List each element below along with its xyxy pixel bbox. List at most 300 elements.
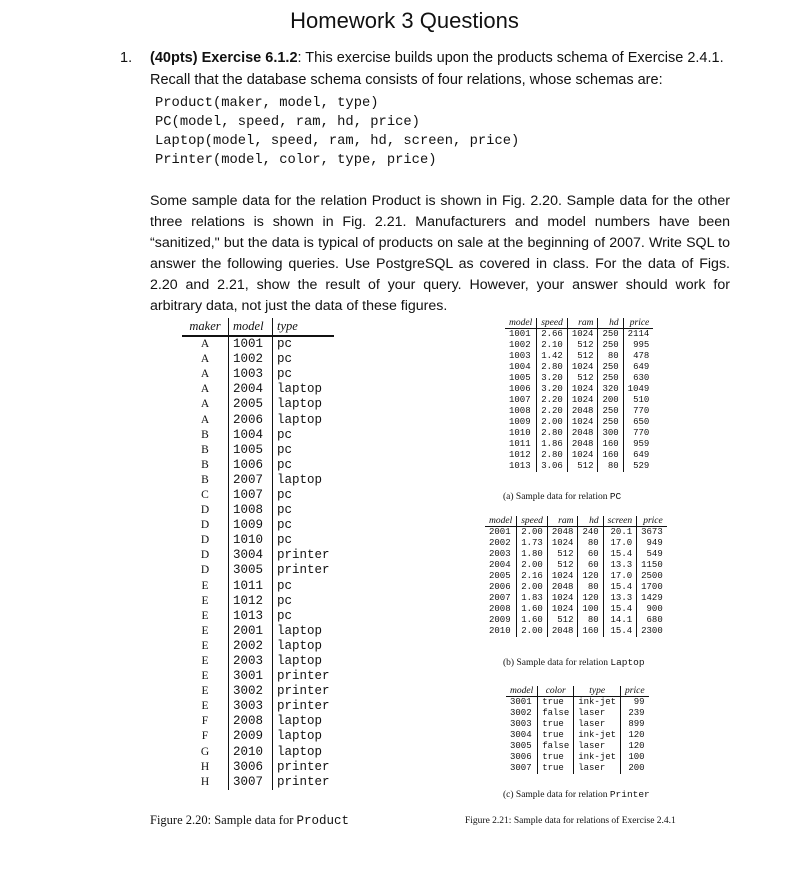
printer-cell-color: true (538, 730, 574, 741)
pc-cell-price: 649 (623, 450, 653, 461)
pc-header-model: model (505, 318, 537, 329)
printer-cell-model: 3005 (510, 741, 532, 751)
product-cell-model: 3007 (229, 775, 273, 790)
laptop-cell-ram: 1024 (547, 604, 578, 615)
laptop-caption (503, 657, 645, 668)
pc-caption-relation: PC (609, 491, 622, 502)
table-row (182, 579, 334, 594)
question-intro-2: Recall that the database schema consists of four relations, whose schemas are: (150, 71, 663, 88)
table-row (182, 654, 334, 669)
pc-cell-hd: 320 (598, 384, 623, 395)
laptop-cell-speed: 1.83 (517, 593, 548, 604)
pc-caption-text: (a) Sample data for relation (503, 492, 610, 502)
table-row (485, 549, 667, 560)
pc-cell-price: 1049 (623, 384, 653, 395)
pc-cell-price: 959 (623, 439, 653, 450)
table-row (182, 609, 334, 624)
laptop-cell-hd: 120 (578, 571, 603, 582)
laptop-cell-speed: 2.00 (517, 527, 548, 539)
product-cell-maker: B (201, 458, 209, 471)
printer-header-color: color (538, 686, 574, 697)
printer-header-model: model (506, 686, 538, 697)
table-row (506, 730, 649, 741)
printer-cell-price: 100 (621, 752, 649, 763)
product-cell-maker: E (201, 624, 209, 637)
product-cell-maker: E (201, 670, 209, 683)
product-cell-model: 2008 (229, 714, 273, 729)
printer-cell-model: 3004 (510, 730, 532, 740)
pc-cell-price: 478 (623, 351, 653, 362)
printer-cell-price: 120 (621, 730, 649, 741)
table-row (485, 604, 667, 615)
product-cell-type: laptop (273, 473, 334, 488)
product-cell-maker: F (201, 730, 209, 743)
pc-cell-ram: 512 (567, 373, 598, 384)
product-cell-maker: D (200, 534, 210, 547)
printer-cell-type: laser (574, 741, 621, 752)
laptop-cell-ram: 512 (547, 549, 578, 560)
product-cell-model: 1007 (229, 488, 273, 503)
table-row (485, 582, 667, 593)
laptop-cell-model: 2005 (489, 571, 511, 581)
table-row (506, 708, 649, 719)
laptop-cell-model: 2002 (489, 538, 511, 548)
pc-cell-speed: 1.86 (537, 439, 568, 450)
product-cell-model: 1006 (229, 458, 273, 473)
pc-cell-speed: 3.06 (537, 461, 568, 472)
pc-cell-ram: 2048 (567, 439, 598, 450)
laptop-cell-ram: 512 (547, 560, 578, 571)
product-cell-type: printer (273, 563, 334, 578)
laptop-cell-speed: 2.00 (517, 560, 548, 571)
pc-cell-speed: 2.00 (537, 417, 568, 428)
laptop-cell-price: 1150 (637, 560, 667, 571)
laptop-cell-ram: 1024 (547, 593, 578, 604)
table-row (506, 763, 649, 774)
printer-cell-model: 3007 (510, 763, 532, 773)
product-cell-model: 2003 (229, 654, 273, 669)
pc-cell-ram: 512 (567, 340, 598, 351)
product-cell-maker: A (200, 398, 210, 411)
question-points: (40pts) Exercise 6.1.2 (150, 50, 298, 66)
laptop-cell-price: 2500 (637, 571, 667, 582)
question-number: 1. (120, 50, 133, 66)
question-paragraph: Some sample data for the relation Product is shown in Fig. 2.20. Sample data for the other three relations is shown in Fig. 2.21. Manufacturers and model numbers have been “sanitized," but the data is typical of products on sale at the beginning of 2007. Write SQL to answer the following queries. Use PostgreSQL as covered in class. For the data of Figs. 2.20 and 2.21, show the result of your query. However, your answer should work for arbitrary data, not just the data of these figures. (150, 193, 730, 314)
pc-cell-speed: 2.80 (537, 362, 568, 373)
printer-table (506, 686, 649, 774)
product-cell-model: 2010 (229, 745, 273, 760)
pc-cell-ram: 1024 (567, 329, 598, 341)
product-cell-model: 3001 (229, 669, 273, 684)
pc-header-hd: hd (598, 318, 623, 329)
laptop-cell-price: 1429 (637, 593, 667, 604)
pc-cell-price: 510 (623, 395, 653, 406)
table-row (506, 719, 649, 730)
pc-cell-model: 1002 (509, 340, 531, 350)
table-row (485, 571, 667, 582)
product-cell-model: 2001 (229, 624, 273, 639)
product-cell-model: 2009 (229, 729, 273, 744)
printer-cell-color: false (538, 741, 574, 752)
pc-cell-speed: 3.20 (537, 384, 568, 395)
laptop-cell-hd: 160 (578, 626, 603, 637)
laptop-cell-screen: 17.0 (603, 571, 636, 582)
table-row (505, 406, 653, 417)
laptop-cell-price: 549 (637, 549, 667, 560)
product-cell-model: 1010 (229, 533, 273, 548)
product-cell-model: 2004 (229, 382, 273, 397)
table-row (182, 443, 334, 458)
printer-cell-type: laser (574, 708, 621, 719)
laptop-cell-model: 2004 (489, 560, 511, 570)
pc-cell-hd: 200 (598, 395, 623, 406)
pc-cell-model: 1010 (509, 428, 531, 438)
product-cell-type: pc (273, 579, 334, 594)
laptop-cell-ram: 512 (547, 615, 578, 626)
pc-cell-speed: 2.20 (537, 395, 568, 406)
product-cell-type: printer (273, 699, 334, 714)
laptop-cell-price: 680 (637, 615, 667, 626)
product-cell-model: 1002 (229, 352, 273, 367)
laptop-caption-text: (b) Sample data for relation (503, 658, 611, 668)
printer-caption-text: (c) Sample data for relation (503, 790, 610, 800)
printer-cell-color: true (538, 752, 574, 763)
product-cell-maker: H (200, 760, 210, 773)
product-table (182, 318, 334, 790)
product-cell-type: printer (273, 760, 334, 775)
laptop-cell-speed: 2.00 (517, 582, 548, 593)
laptop-table (485, 516, 667, 637)
table-row (505, 417, 653, 428)
pc-cell-hd: 250 (598, 340, 623, 351)
table-row (485, 538, 667, 549)
laptop-cell-screen: 14.1 (603, 615, 636, 626)
laptop-cell-ram: 2048 (547, 626, 578, 637)
product-cell-model: 2006 (229, 412, 273, 427)
printer-cell-color: false (538, 708, 574, 719)
pc-cell-hd: 250 (598, 373, 623, 384)
pc-cell-model: 1007 (509, 395, 531, 405)
product-cell-model: 1011 (229, 579, 273, 594)
pc-cell-price: 770 (623, 406, 653, 417)
product-cell-model: 2005 (229, 397, 273, 412)
laptop-header-price: price (637, 516, 667, 527)
product-cell-type: laptop (273, 412, 334, 427)
table-row (182, 367, 334, 382)
product-cell-model: 2007 (229, 473, 273, 488)
printer-header-type: type (574, 686, 621, 697)
pc-cell-speed: 2.10 (537, 340, 568, 351)
printer-cell-type: laser (574, 719, 621, 730)
laptop-caption-relation: Laptop (610, 657, 645, 668)
product-cell-maker: D (200, 564, 210, 577)
table-row (506, 752, 649, 763)
laptop-cell-screen: 15.4 (603, 604, 636, 615)
table-row (182, 669, 334, 684)
table-row (485, 615, 667, 626)
product-cell-type: pc (273, 533, 334, 548)
product-cell-maker: G (200, 745, 210, 758)
schema-pc: PC(model, speed, ram, hd, price) (155, 115, 420, 130)
laptop-header-ram: ram (547, 516, 578, 527)
product-cell-type: pc (273, 367, 334, 382)
product-cell-maker: D (200, 504, 210, 517)
pc-cell-price: 529 (623, 461, 653, 472)
printer-cell-color: true (538, 697, 574, 709)
table-row (182, 699, 334, 714)
laptop-cell-speed: 1.80 (517, 549, 548, 560)
laptop-header-model: model (485, 516, 517, 527)
pc-header-speed: speed (537, 318, 568, 329)
laptop-cell-hd: 120 (578, 593, 603, 604)
laptop-cell-model: 2003 (489, 549, 511, 559)
laptop-cell-screen: 20.1 (603, 527, 636, 539)
laptop-cell-hd: 60 (578, 549, 603, 560)
product-cell-maker: A (200, 383, 210, 396)
product-cell-maker: E (201, 639, 209, 652)
table-row (182, 775, 334, 790)
product-cell-type: pc (273, 503, 334, 518)
table-row (505, 362, 653, 373)
laptop-cell-screen: 17.0 (603, 538, 636, 549)
product-cell-maker: E (201, 609, 209, 622)
laptop-cell-ram: 2048 (547, 582, 578, 593)
table-row (485, 527, 667, 539)
product-cell-maker: D (200, 549, 210, 562)
pc-cell-hd: 160 (598, 450, 623, 461)
product-cell-maker: A (200, 413, 210, 426)
fig-2-20-caption (150, 813, 349, 828)
product-cell-model: 3002 (229, 684, 273, 699)
product-cell-type: pc (273, 428, 334, 443)
product-cell-model: 1009 (229, 518, 273, 533)
product-cell-model: 3004 (229, 548, 273, 563)
question-intro-1: : This exercise builds upon the products schema of Exercise 2.4.1. (297, 50, 724, 66)
fig-2-20-caption-relation: Product (296, 814, 350, 828)
pc-cell-speed: 2.20 (537, 406, 568, 417)
printer-cell-price: 200 (621, 763, 649, 774)
laptop-cell-price: 949 (637, 538, 667, 549)
table-row (506, 741, 649, 752)
table-row (182, 458, 334, 473)
product-cell-type: laptop (273, 654, 334, 669)
laptop-cell-model: 2006 (489, 582, 511, 592)
pc-cell-hd: 300 (598, 428, 623, 439)
pc-caption (503, 491, 621, 502)
laptop-cell-screen: 15.4 (603, 582, 636, 593)
laptop-cell-speed: 1.60 (517, 615, 548, 626)
table-row (182, 473, 334, 488)
table-row (505, 351, 653, 362)
laptop-cell-screen: 13.3 (603, 593, 636, 604)
product-cell-maker: E (201, 579, 209, 592)
product-header-maker: maker (182, 318, 229, 336)
product-cell-type: laptop (273, 714, 334, 729)
product-cell-type: printer (273, 548, 334, 563)
pc-cell-speed: 2.80 (537, 450, 568, 461)
product-cell-maker: C (201, 488, 209, 501)
laptop-cell-hd: 80 (578, 615, 603, 626)
printer-cell-color: true (538, 719, 574, 730)
pc-header-price: price (623, 318, 653, 329)
table-row (182, 336, 334, 352)
table-row (182, 563, 334, 578)
table-row (182, 352, 334, 367)
laptop-cell-price: 2300 (637, 626, 667, 637)
laptop-header-speed: speed (517, 516, 548, 527)
laptop-cell-hd: 60 (578, 560, 603, 571)
pc-cell-price: 649 (623, 362, 653, 373)
pc-cell-hd: 80 (598, 461, 623, 472)
product-cell-maker: A (200, 368, 210, 381)
laptop-cell-hd: 100 (578, 604, 603, 615)
table-row (505, 395, 653, 406)
product-cell-type: pc (273, 352, 334, 367)
product-cell-type: laptop (273, 745, 334, 760)
table-row (182, 729, 334, 744)
table-row (182, 412, 334, 427)
product-cell-type: pc (273, 443, 334, 458)
pc-cell-ram: 1024 (567, 384, 598, 395)
pc-cell-model: 1005 (509, 373, 531, 383)
table-row (182, 760, 334, 775)
product-cell-maker: E (201, 655, 209, 668)
printer-caption-relation: Printer (609, 789, 650, 800)
printer-cell-model: 3001 (510, 697, 532, 707)
laptop-cell-ram: 1024 (547, 571, 578, 582)
pc-cell-ram: 1024 (567, 450, 598, 461)
fig-2-20-caption-text: Figure 2.20: Sample data for (150, 813, 297, 827)
product-cell-model: 3005 (229, 563, 273, 578)
table-row (182, 745, 334, 760)
table-row (182, 397, 334, 412)
printer-cell-model: 3003 (510, 719, 532, 729)
product-cell-type: pc (273, 336, 334, 352)
pc-cell-model: 1003 (509, 351, 531, 361)
pc-cell-price: 2114 (623, 329, 653, 341)
printer-cell-model: 3002 (510, 708, 532, 718)
printer-cell-type: ink-jet (574, 730, 621, 741)
product-cell-type: pc (273, 609, 334, 624)
printer-cell-price: 99 (621, 697, 649, 709)
pc-cell-price: 770 (623, 428, 653, 439)
table-row (505, 340, 653, 351)
product-cell-type: printer (273, 775, 334, 790)
table-row (505, 373, 653, 384)
table-row (485, 593, 667, 604)
laptop-cell-model: 2007 (489, 593, 511, 603)
table-row (182, 639, 334, 654)
pc-cell-model: 1011 (509, 439, 531, 449)
table-row (182, 714, 334, 729)
product-cell-type: laptop (273, 639, 334, 654)
product-cell-model: 3006 (229, 760, 273, 775)
laptop-cell-speed: 2.00 (517, 626, 548, 637)
laptop-cell-price: 1700 (637, 582, 667, 593)
table-row (505, 450, 653, 461)
laptop-cell-hd: 240 (578, 527, 603, 539)
product-cell-type: printer (273, 684, 334, 699)
table-row (182, 382, 334, 397)
pc-cell-ram: 1024 (567, 362, 598, 373)
printer-cell-price: 899 (621, 719, 649, 730)
laptop-cell-screen: 15.4 (603, 626, 636, 637)
pc-cell-ram: 1024 (567, 417, 598, 428)
product-cell-maker: E (201, 685, 209, 698)
table-row (505, 461, 653, 472)
product-cell-maker: E (201, 594, 209, 607)
product-cell-maker: E (201, 700, 209, 713)
table-row (182, 548, 334, 563)
pc-cell-hd: 80 (598, 351, 623, 362)
laptop-cell-hd: 80 (578, 582, 603, 593)
pc-cell-hd: 160 (598, 439, 623, 450)
pc-cell-ram: 512 (567, 351, 598, 362)
pc-cell-model: 1009 (509, 417, 531, 427)
product-cell-type: pc (273, 488, 334, 503)
table-row (505, 428, 653, 439)
product-cell-model: 1013 (229, 609, 273, 624)
pc-cell-model: 1001 (509, 329, 531, 339)
product-cell-maker: A (200, 353, 210, 366)
product-cell-model: 1008 (229, 503, 273, 518)
pc-cell-hd: 250 (598, 406, 623, 417)
table-row (505, 384, 653, 395)
product-cell-type: laptop (273, 397, 334, 412)
page-title: Homework 3 Questions (290, 8, 519, 33)
pc-cell-ram: 2048 (567, 428, 598, 439)
table-row (182, 488, 334, 503)
product-header-type: type (273, 318, 334, 336)
printer-cell-type: laser (574, 763, 621, 774)
pc-cell-speed: 3.20 (537, 373, 568, 384)
printer-cell-price: 120 (621, 741, 649, 752)
pc-cell-speed: 1.42 (537, 351, 568, 362)
schema-laptop: Laptop(model, speed, ram, hd, screen, price) (155, 134, 520, 149)
table-row (506, 697, 649, 709)
product-cell-model: 1005 (229, 443, 273, 458)
table-row (485, 626, 667, 637)
pc-cell-model: 1008 (509, 406, 531, 416)
fig-2-21-caption: Figure 2.21: Sample data for relations of Exercise 2.4.1 (465, 816, 676, 826)
laptop-header-screen: screen (603, 516, 636, 527)
printer-cell-type: ink-jet (574, 752, 621, 763)
printer-caption (503, 789, 650, 800)
product-cell-maker: D (200, 519, 210, 532)
laptop-cell-screen: 13.3 (603, 560, 636, 571)
pc-cell-model: 1012 (509, 450, 531, 460)
printer-cell-price: 239 (621, 708, 649, 719)
product-cell-maker: B (201, 428, 209, 441)
product-cell-type: laptop (273, 729, 334, 744)
product-cell-model: 1001 (229, 336, 273, 352)
schema-printer: Printer(model, color, type, price) (155, 153, 437, 168)
pc-cell-model: 1006 (509, 384, 531, 394)
pc-cell-hd: 250 (598, 329, 623, 341)
laptop-cell-hd: 80 (578, 538, 603, 549)
product-cell-maker: A (200, 338, 210, 351)
pc-cell-ram: 1024 (567, 395, 598, 406)
product-cell-maker: H (200, 775, 210, 788)
product-cell-maker: B (201, 443, 209, 456)
laptop-cell-speed: 1.73 (517, 538, 548, 549)
product-header-model: model (229, 318, 273, 336)
pc-cell-model: 1004 (509, 362, 531, 372)
pc-cell-ram: 512 (567, 461, 598, 472)
product-cell-model: 1012 (229, 594, 273, 609)
pc-cell-speed: 2.80 (537, 428, 568, 439)
laptop-cell-speed: 1.60 (517, 604, 548, 615)
